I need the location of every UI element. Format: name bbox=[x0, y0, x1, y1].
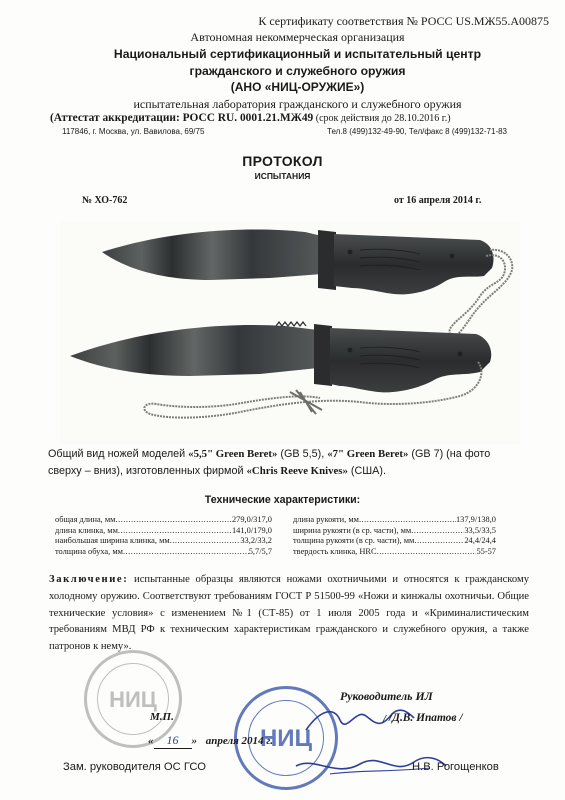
knife-top-guard bbox=[318, 230, 336, 290]
caption-text: (США). bbox=[347, 465, 386, 477]
address: 117846, г. Москва, ул. Вавилова, 69/75 bbox=[62, 127, 205, 136]
spec-row bbox=[293, 536, 496, 547]
accreditation-number: (Аттестат аккредитации: РОСС RU. 0001.21.МЖ49 bbox=[50, 112, 314, 124]
specs-title: Технические характеристики: bbox=[204, 494, 361, 506]
photo-caption-line2 bbox=[48, 465, 386, 477]
knife-bottom-serrations bbox=[276, 322, 306, 326]
caption-text: Общий вид ножей моделей bbox=[48, 448, 189, 460]
date-line bbox=[148, 733, 273, 749]
specs-left-column bbox=[55, 515, 272, 557]
caption-text: (GB 7) (на фото bbox=[408, 448, 491, 460]
org-type: Автономная некоммерческая организация bbox=[190, 30, 405, 44]
caption-text: сверху – вниз), изготовленных фирмой bbox=[48, 465, 247, 477]
knife-bottom bbox=[70, 322, 491, 418]
knife-top-screw-2 bbox=[450, 254, 455, 259]
spec-value: 33,2/33,2 bbox=[240, 536, 272, 546]
specs-right-column bbox=[293, 515, 496, 557]
caption-model-1: «5,5" Green Beret» bbox=[188, 448, 278, 460]
knife-bottom-blade bbox=[70, 325, 318, 376]
spec-row bbox=[55, 547, 272, 558]
knives-illustration bbox=[60, 222, 520, 444]
head-of-lab-name: /Д.В. Ипатов / bbox=[389, 712, 463, 724]
knives-photo bbox=[60, 222, 520, 444]
spec-value: 279,0/317,0 bbox=[231, 515, 272, 524]
spec-row bbox=[55, 536, 272, 547]
knife-top-blade bbox=[102, 229, 322, 280]
head-of-lab-underline: / bbox=[383, 713, 387, 725]
spec-label: толщина обуха, мм bbox=[55, 546, 123, 556]
spec-row bbox=[293, 526, 496, 537]
knife-bottom-screw-1 bbox=[348, 348, 353, 353]
org-short-name: (АНО «НИЦ-ОРУЖИЕ») bbox=[230, 80, 365, 94]
spec-row bbox=[293, 547, 496, 558]
spec-value: 55-57 bbox=[476, 546, 496, 556]
knife-bottom-knot bbox=[290, 390, 322, 414]
knife-bottom-handle bbox=[330, 328, 491, 392]
spec-label: наибольшая ширина клинка, мм bbox=[55, 536, 170, 546]
spec-value: 137,9/138,0 bbox=[455, 515, 496, 524]
caption-text: (GB 5,5), bbox=[277, 448, 328, 460]
lab-name: испытательная лаборатория гражданского и служебного оружия bbox=[133, 97, 462, 111]
org-name-line1: Национальный сертификационный и испытательный центр bbox=[113, 47, 482, 61]
knife-top-handle bbox=[334, 234, 494, 294]
date-quote-close: » bbox=[191, 735, 197, 747]
spec-label: длина рукояти, мм bbox=[293, 515, 359, 524]
deputy-title: Зам. руководителя ОС ГСО bbox=[63, 761, 206, 773]
spec-row bbox=[293, 515, 496, 526]
stamp-blue-text: НИЦ bbox=[259, 725, 313, 752]
protocol-title: ПРОТОКОЛ bbox=[242, 153, 323, 169]
conclusion-text: испытанные образцы являются ножами охотничьими и относятся к гражданскому холодному оружию. Соответствуют требованиям ГОСТ Р 51500-99 «Ножи и кинжалы охотничьи. Общие технические условия» с изменением №1 (СТ-85) от 1 июля 2005 года и «Криминалистическим требованиям МВД РФ к техническим характеристикам гражданского и служебного оружия, а также патронов к нему». bbox=[49, 574, 529, 653]
accreditation bbox=[50, 112, 451, 124]
protocol-date: от 16 апреля 2014 г. bbox=[394, 195, 482, 206]
spec-label: твердость клинка, HRC bbox=[293, 546, 377, 556]
knife-top-screw-1 bbox=[348, 250, 353, 255]
certificate-reference: К сертификату соответствия № РОСС US.МЖ55.А00875 bbox=[258, 14, 549, 28]
date-month-year: апреля 2014 г. bbox=[205, 735, 273, 747]
head-of-lab-title: Руководитель ИЛ bbox=[340, 689, 433, 703]
spec-row bbox=[55, 515, 272, 526]
spec-value: 24,4/24,4 bbox=[464, 536, 496, 546]
spec-value: 5,7/5,7 bbox=[248, 546, 272, 556]
stamp-gray-text: НИЦ bbox=[109, 687, 157, 712]
spec-value: 141,0/179,0 bbox=[231, 525, 272, 535]
spec-label: толщина рукояти (в ср. части), мм bbox=[293, 536, 415, 546]
spec-row bbox=[55, 526, 272, 537]
org-name-line2: гражданского и служебного оружия bbox=[189, 64, 406, 78]
date-quote-open: « bbox=[148, 735, 154, 747]
phones: Тел.8 (499)132-49-90, Тел/факс 8 (499)132-71-83 bbox=[327, 127, 507, 136]
protocol-subtitle: ИСПЫТАНИЯ bbox=[254, 171, 311, 181]
caption-maker: «Chris Reeve Knives» bbox=[246, 465, 348, 477]
spec-label: ширина рукояти (в ср. части), мм bbox=[293, 525, 412, 535]
photo-caption-line1 bbox=[48, 448, 490, 460]
knife-bottom-guard bbox=[314, 324, 332, 386]
protocol-number: № ХО-762 bbox=[82, 195, 128, 206]
deputy-name: Н.В. Рогощенков bbox=[412, 761, 499, 773]
conclusion bbox=[49, 572, 529, 656]
spec-value: 33,5/33,5 bbox=[464, 525, 496, 535]
mp-label: М.П. bbox=[150, 711, 174, 723]
spec-label: общая длина, мм bbox=[55, 515, 116, 524]
knife-top bbox=[102, 229, 512, 336]
accreditation-validity: (срок действия до 28.10.2016 г.) bbox=[313, 113, 451, 124]
caption-model-2: «7" Green Beret» bbox=[327, 448, 409, 460]
knife-bottom-screw-2 bbox=[458, 352, 463, 357]
spec-label: длина клинка, мм bbox=[55, 525, 118, 535]
date-day: 16 bbox=[154, 733, 192, 749]
conclusion-label: Заключение: bbox=[49, 574, 129, 585]
